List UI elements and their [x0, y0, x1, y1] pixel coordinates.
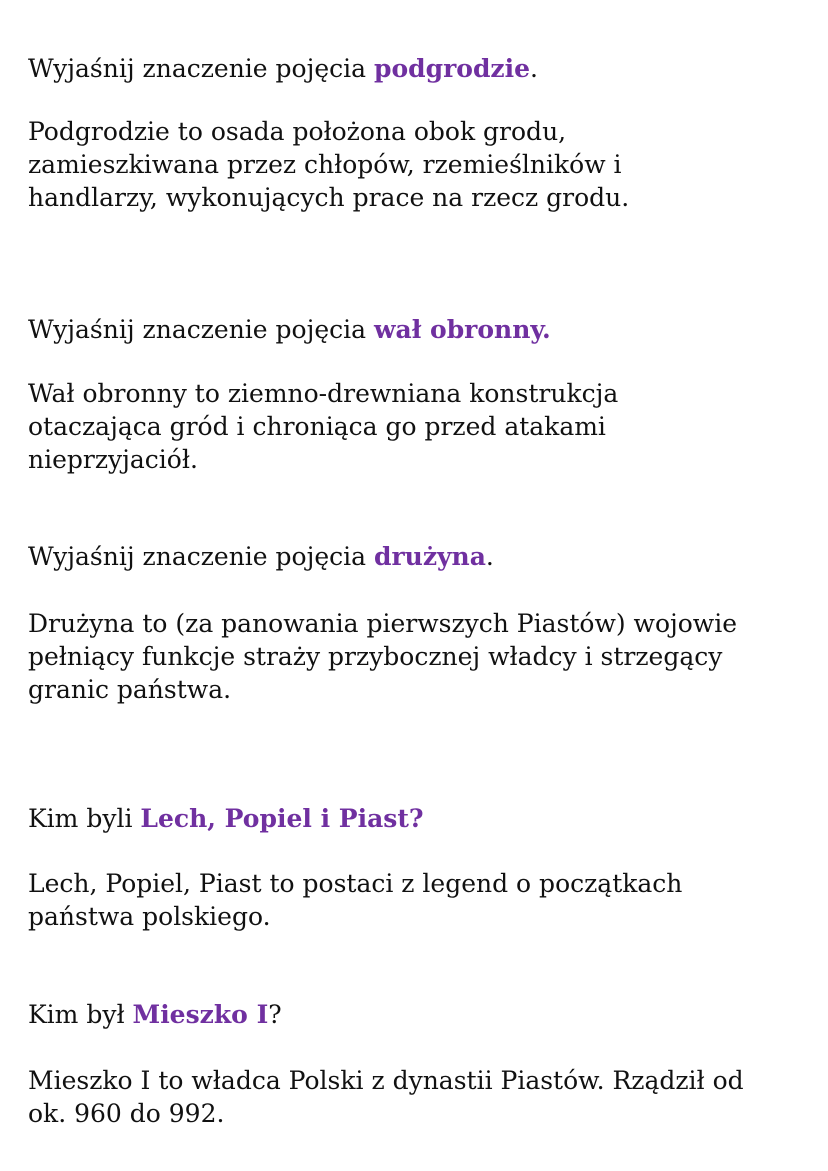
question	[28, 52, 538, 85]
term-highlight: wał obronny.	[373, 315, 551, 344]
question-suffix: ?	[268, 1000, 282, 1029]
question	[28, 313, 551, 346]
question-prefix: Wyjaśnij znaczenie pojęcia	[28, 542, 374, 571]
answer: Drużyna to (za panowania pierwszych Piastów) wojowie pełniący funkcje straży przybocznej władcy i strzegący granic państwa.	[28, 609, 737, 704]
question-prefix: Wyjaśnij znaczenie pojęcia	[28, 315, 374, 344]
term-highlight: drużyna	[373, 542, 486, 571]
question	[28, 998, 282, 1031]
question	[28, 802, 424, 835]
answer: Lech, Popiel, Piast to postaci z legend o początkach państwa polskiego.	[28, 869, 683, 931]
question	[28, 540, 494, 573]
term-highlight: Lech, Popiel i Piast?	[140, 804, 424, 833]
answer: Wał obronny to ziemno-drewniana konstrukcja otaczająca gród i chroniąca go przed atakami nieprzyjaciół.	[28, 379, 619, 474]
question-prefix: Kim był	[28, 1000, 133, 1029]
answer: Mieszko I to władca Polski z dynastii Piastów. Rządził od ok. 960 do 992.	[28, 1066, 744, 1128]
term-highlight: Mieszko I	[132, 1000, 269, 1029]
question-suffix: .	[530, 54, 538, 83]
question-prefix: Kim byli	[28, 804, 141, 833]
question-prefix: Wyjaśnij znaczenie pojęcia	[28, 54, 374, 83]
term-highlight: podgrodzie	[373, 54, 531, 83]
answer: Podgrodzie to osada położona obok grodu, zamieszkiwana przez chłopów, rzemieślników i handlarzy, wykonujących prace na rzecz grodu.	[28, 117, 630, 212]
question-suffix: .	[485, 542, 494, 571]
